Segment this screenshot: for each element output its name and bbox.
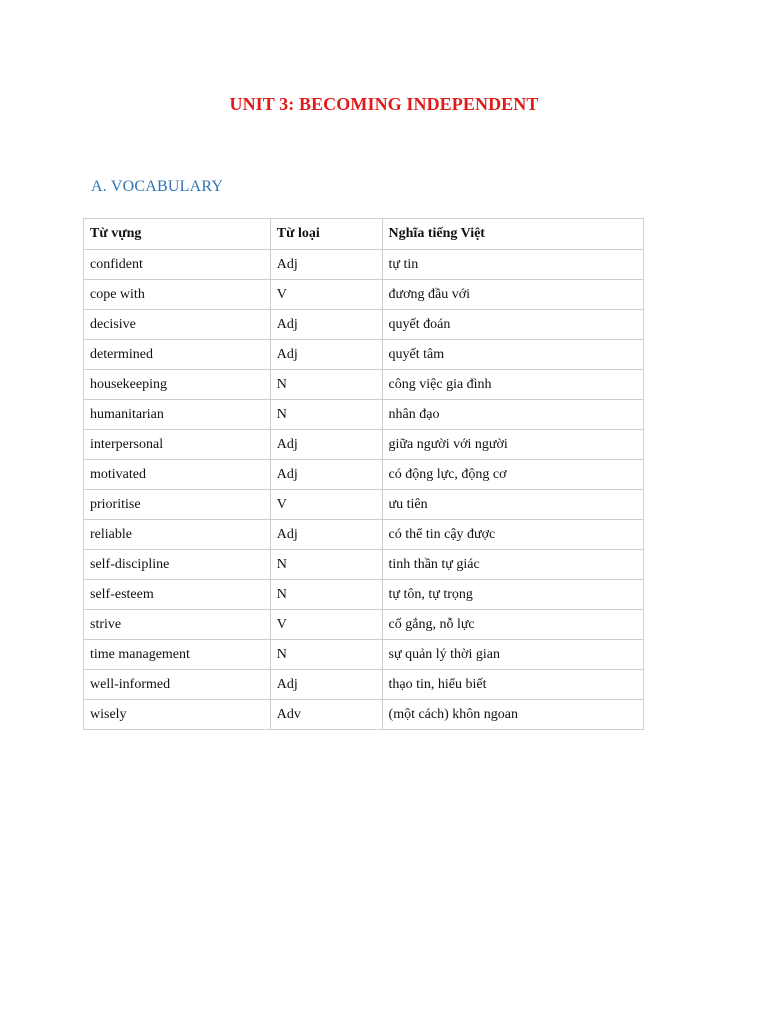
- meaning-cell: quyết tâm: [382, 340, 643, 370]
- table-row: [84, 700, 644, 730]
- pos-cell: N: [270, 640, 382, 670]
- table-row: [84, 370, 644, 400]
- table-row: [84, 460, 644, 490]
- section-heading: A. VOCABULARY: [91, 178, 224, 195]
- pos-cell: Adj: [270, 310, 382, 340]
- word-cell: interpersonal: [84, 430, 271, 460]
- pos-cell: Adj: [270, 460, 382, 490]
- table-row: [84, 550, 644, 580]
- word-cell: self-discipline: [84, 550, 271, 580]
- table-row: [84, 640, 644, 670]
- pos-cell: Adj: [270, 250, 382, 280]
- pos-cell: Adj: [270, 430, 382, 460]
- pos-cell: Adv: [270, 700, 382, 730]
- meaning-cell: công việc gia đình: [382, 370, 643, 400]
- pos-cell: N: [270, 400, 382, 430]
- pos-cell: N: [270, 580, 382, 610]
- meaning-cell: ưu tiên: [382, 490, 643, 520]
- word-cell: reliable: [84, 520, 271, 550]
- meaning-cell: sự quản lý thời gian: [382, 640, 643, 670]
- word-cell: time management: [84, 640, 271, 670]
- pos-cell: N: [270, 550, 382, 580]
- header-word: Từ vựng: [84, 219, 271, 250]
- pos-cell: V: [270, 280, 382, 310]
- word-cell: housekeeping: [84, 370, 271, 400]
- pos-cell: Adj: [270, 340, 382, 370]
- meaning-cell: có động lực, động cơ: [382, 460, 643, 490]
- word-cell: confident: [84, 250, 271, 280]
- pos-cell: Adj: [270, 520, 382, 550]
- table-row: [84, 250, 644, 280]
- pos-cell: V: [270, 490, 382, 520]
- word-cell: decisive: [84, 310, 271, 340]
- meaning-cell: đương đầu với: [382, 280, 643, 310]
- meaning-cell: (một cách) khôn ngoan: [382, 700, 643, 730]
- meaning-cell: quyết đoán: [382, 310, 643, 340]
- word-cell: strive: [84, 610, 271, 640]
- table-header-row: [84, 219, 644, 250]
- table-row: [84, 670, 644, 700]
- table-row: [84, 520, 644, 550]
- table-row: [84, 430, 644, 460]
- pos-cell: N: [270, 370, 382, 400]
- table-row: [84, 280, 644, 310]
- table-row: [84, 340, 644, 370]
- meaning-cell: tự tôn, tự trọng: [382, 580, 643, 610]
- document-title: UNIT 3: BECOMING INDEPENDENT: [229, 94, 539, 114]
- meaning-cell: nhân đạo: [382, 400, 643, 430]
- pos-cell: V: [270, 610, 382, 640]
- word-cell: prioritise: [84, 490, 271, 520]
- header-meaning: Nghĩa tiếng Việt: [382, 219, 643, 250]
- word-cell: humanitarian: [84, 400, 271, 430]
- meaning-cell: tinh thần tự giác: [382, 550, 643, 580]
- table-row: [84, 580, 644, 610]
- meaning-cell: tự tin: [382, 250, 643, 280]
- pos-cell: Adj: [270, 670, 382, 700]
- table-row: [84, 400, 644, 430]
- word-cell: self-esteem: [84, 580, 271, 610]
- word-cell: motivated: [84, 460, 271, 490]
- word-cell: well-informed: [84, 670, 271, 700]
- table-row: [84, 490, 644, 520]
- word-cell: cope with: [84, 280, 271, 310]
- meaning-cell: có thể tin cậy được: [382, 520, 643, 550]
- word-cell: determined: [84, 340, 271, 370]
- meaning-cell: thạo tin, hiểu biết: [382, 670, 643, 700]
- table-row: [84, 310, 644, 340]
- word-cell: wisely: [84, 700, 271, 730]
- header-part-of-speech: Từ loại: [270, 219, 382, 250]
- meaning-cell: cố gắng, nỗ lực: [382, 610, 643, 640]
- vocabulary-table: [83, 218, 644, 730]
- table-row: [84, 610, 644, 640]
- meaning-cell: giữa người với người: [382, 430, 643, 460]
